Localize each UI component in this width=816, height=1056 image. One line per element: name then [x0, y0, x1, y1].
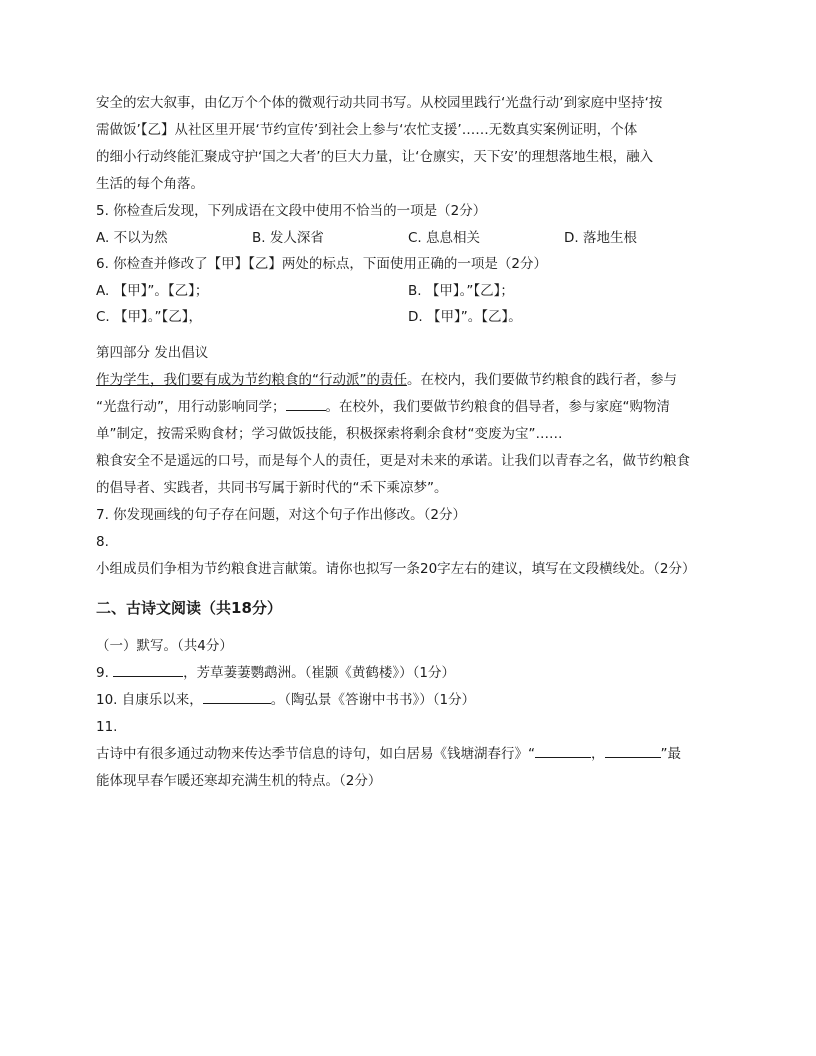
- option-b: B. 发人深省: [252, 230, 324, 246]
- option-a: A. 【甲】”。【乙】；: [96, 283, 209, 299]
- question-11-line: 能体现早春乍暖还寒却充满生机的特点。（2分）: [96, 773, 382, 789]
- passage-text: 。在校内，我们要做节约粮食的践行者，参与: [407, 372, 677, 388]
- passage-line: 需做饭’【乙】从社区里开展‘节约宣传’到社会上参与‘农忙支援’……无数真实案例证明，个体: [96, 122, 638, 138]
- passage-text: 。在校外，我们要做节约粮食的倡导者，参与家庭“购物清: [325, 399, 670, 415]
- question-text: ”最: [660, 746, 681, 762]
- option-b: B. 【甲】。”【乙】；: [408, 283, 514, 299]
- passage-line: 生活的每个角落。: [96, 176, 204, 192]
- question-number: 9.: [96, 665, 114, 681]
- passage-line: 的倡导者、实践者，共同书写属于新时代的“禾下乘凉梦”。: [96, 480, 448, 496]
- passage-line: [96, 394, 720, 421]
- question-11-number: 11.: [96, 719, 118, 735]
- question-text: ，: [591, 746, 605, 762]
- answer-blank[interactable]: [535, 743, 591, 758]
- question-9: [96, 660, 720, 687]
- question-6-stem: 6. 你检查并修改了【甲】【乙】两处的标点，下面使用正确的一项是（2分）: [96, 256, 548, 272]
- option-d: D. 【甲】”。【乙】。: [408, 309, 522, 325]
- underlined-sentence: 作为学生，我们要有成为节约粮食的“行动派”的责任: [96, 372, 407, 388]
- passage-line: [96, 367, 720, 394]
- question-8-number: 8.: [96, 534, 109, 550]
- question-7: 7. 你发现画线的句子存在问题，对这个句子作出修改。（2分）: [96, 507, 467, 523]
- question-11-line: [96, 741, 720, 768]
- answer-blank[interactable]: [605, 743, 661, 758]
- option-d: D. 落地生根: [564, 230, 637, 246]
- question-5-stem: 5. 你检查后发现，下列成语在文段中使用不恰当的一项是（2分）: [96, 203, 487, 219]
- answer-blank[interactable]: [203, 689, 271, 704]
- passage-line: 单”制定，按需采购食材；学习做饭技能，积极探索将剩余食材“变废为宝”……: [96, 426, 563, 442]
- part4-title: 第四部分 发出倡议: [96, 345, 209, 361]
- subsection-title: （一）默写。（共4分）: [96, 638, 233, 654]
- question-text: 10. 自康乐以来，: [96, 692, 203, 708]
- answer-blank[interactable]: [286, 396, 326, 411]
- question-6-options-row1: [96, 278, 720, 304]
- question-8-text: 小组成员们争相为节约粮食进言献策。请你也拟写一条20字左右的建议，填写在文段横线处。（2分）: [96, 561, 696, 577]
- section-2-title: 二、古诗文阅读（共18分）: [96, 599, 282, 617]
- question-text: 古诗中有很多通过动物来传达季节信息的诗句，如白居易《钱塘湖春行》“: [96, 746, 535, 762]
- question-text: ，芳草萋萋鹦鹉洲。（崔颢《黄鹤楼》）（1分）: [183, 665, 456, 681]
- option-c: C. 息息相关: [408, 230, 481, 246]
- answer-blank[interactable]: [113, 662, 183, 677]
- passage-line: 安全的宏大叙事，由亿万个个体的微观行动共同书写。从校园里践行‘光盘行动’到家庭中坚持‘按: [96, 95, 663, 111]
- passage-text: “光盘行动”，用行动影响同学；: [96, 399, 286, 415]
- passage-line: 的细小行动终能汇聚成守护‘国之大者’的巨大力量，让‘仓廪实，天下安’的理想落地生根，融入: [96, 149, 654, 165]
- option-a: A. 不以为然: [96, 230, 168, 246]
- question-5-options: [96, 225, 720, 251]
- question-text: 。（陶弘景《答谢中书书》）（1分）: [270, 692, 476, 708]
- option-c: C. 【甲】。”【乙】，: [96, 309, 203, 325]
- question-6-options-row2: [96, 304, 720, 330]
- question-10: [96, 687, 720, 714]
- document-page: [96, 90, 720, 795]
- passage-line: 粮食安全不是遥远的口号，而是每个人的责任，更是对未来的承诺。让我们以青春之名，做节约粮食: [96, 453, 690, 469]
